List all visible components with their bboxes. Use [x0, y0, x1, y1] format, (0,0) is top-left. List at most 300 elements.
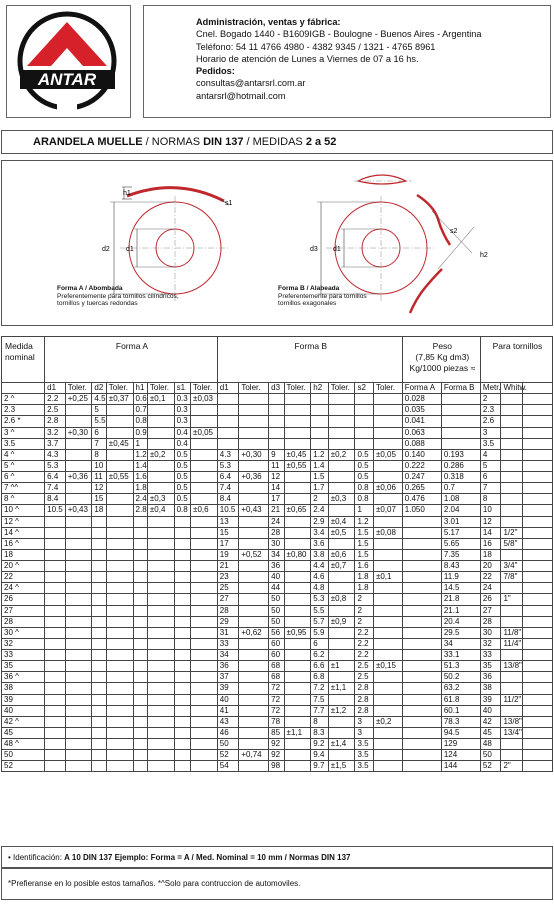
table-cell: [501, 583, 523, 594]
table-cell: [106, 494, 133, 505]
table-cell: 5.7: [311, 616, 328, 627]
table-cell: 5.17: [441, 527, 480, 538]
table-cell: 0.8: [355, 483, 373, 494]
table-cell: 12 ^: [2, 516, 45, 527]
table-cell-blank: [523, 661, 553, 672]
label-d2: d2: [102, 246, 110, 253]
table-cell: +0,30: [239, 449, 269, 460]
table-cell: [441, 405, 480, 416]
table-cell: [174, 705, 190, 716]
table-cell-blank: [523, 549, 553, 560]
table-cell: 5.3: [45, 460, 66, 471]
table-cell: ±0,37: [106, 394, 133, 405]
table-cell: [284, 483, 311, 494]
table-cell: [147, 460, 174, 471]
table-cell: 4.6: [311, 572, 328, 583]
table-cell: 15: [217, 527, 239, 538]
table-cell: 3/4": [501, 561, 523, 572]
table-cell: [133, 705, 147, 716]
table-cell: [45, 650, 66, 661]
table-cell: 17: [269, 494, 284, 505]
table-cell: 124: [441, 750, 480, 761]
table-cell: [147, 572, 174, 583]
table-cell: ±0,5: [328, 527, 355, 538]
table-cell: [65, 716, 92, 727]
subhead-cell: Toler.: [191, 383, 218, 394]
table-cell: [284, 605, 311, 616]
table-cell: 8: [92, 449, 106, 460]
table-cell: [92, 516, 106, 527]
caption-b-line2: tornillos exagonales: [278, 300, 337, 308]
antar-logo: [7, 6, 132, 119]
table-cell: 92: [269, 739, 284, 750]
table-cell: [106, 427, 133, 438]
subhead-cell: Toler.: [106, 383, 133, 394]
table-cell: [441, 427, 480, 438]
table-cell: [65, 750, 92, 761]
table-cell: 0.222: [402, 460, 441, 471]
table-cell: 63.2: [441, 683, 480, 694]
table-cell: 11/8": [501, 627, 523, 638]
table-cell: [147, 594, 174, 605]
contact-phone: Teléfono: 54 11 4766 4980 - 4382 9345 / 1321 - 4765 8961: [196, 41, 436, 52]
table-cell: [147, 672, 174, 683]
table-cell: [311, 416, 328, 427]
table-cell: [284, 638, 311, 649]
table-cell: [284, 672, 311, 683]
table-cell: 2: [355, 616, 373, 627]
table-row: [2, 416, 553, 427]
table-cell: 13: [217, 516, 239, 527]
table-cell: ±0,08: [373, 527, 402, 538]
table-cell: [402, 583, 441, 594]
table-cell: 1.2: [311, 449, 328, 460]
table-cell: ±0,55: [284, 460, 311, 471]
table-cell: [45, 638, 66, 649]
table-cell: [284, 527, 311, 538]
table-cell-blank: [523, 505, 553, 516]
table-row: [2, 739, 553, 750]
table-cell: [239, 605, 269, 616]
table-cell: 1.4: [311, 460, 328, 471]
table-cell: 8: [480, 494, 501, 505]
table-cell: [65, 705, 92, 716]
table-cell: 1.5: [355, 549, 373, 560]
email-2[interactable]: antarsrl@hotmail.com: [196, 90, 286, 101]
table-cell: 0.3: [174, 394, 190, 405]
table-cell: [45, 594, 66, 605]
table-cell: [402, 750, 441, 761]
head-medida: Medida nominal: [2, 337, 45, 383]
table-cell: [174, 761, 190, 772]
table-cell: +0,62: [239, 627, 269, 638]
table-cell: 61.8: [441, 694, 480, 705]
table-cell: [147, 616, 174, 627]
table-cell-blank: [523, 638, 553, 649]
table-cell: [501, 505, 523, 516]
table-cell: [106, 638, 133, 649]
table-cell: [328, 583, 355, 594]
table-row: [2, 750, 553, 761]
table-cell: [45, 516, 66, 527]
ident-example: A 10 DIN 137 Ejemplo: Forma = A / Med. Nominal = 10 mm / Normas DIN 137: [64, 853, 351, 862]
table-cell: 50: [269, 616, 284, 627]
table-cell: 1.2: [355, 516, 373, 527]
table-cell: 7.4: [217, 483, 239, 494]
table-cell: 4.8: [311, 583, 328, 594]
table-cell: [191, 716, 218, 727]
table-cell: 5.3: [311, 594, 328, 605]
table-cell: 0.5: [355, 449, 373, 460]
table-cell: 3.5: [2, 438, 45, 449]
table-cell: ±0,45: [106, 438, 133, 449]
table-cell: [65, 583, 92, 594]
table-cell: [239, 594, 269, 605]
table-row: [2, 472, 553, 483]
table-cell: 16: [480, 538, 501, 549]
table-cell: 0.5: [174, 472, 190, 483]
table-cell: 52: [217, 750, 239, 761]
table-cell: 0.3: [174, 405, 190, 416]
table-cell: [106, 627, 133, 638]
table-cell: 85: [269, 727, 284, 738]
table-cell: [92, 761, 106, 772]
identification-note: [1, 846, 553, 868]
table-cell: 43: [217, 716, 239, 727]
ident-prefix: • Identificación:: [8, 853, 65, 862]
table-cell: [441, 394, 480, 405]
table-cell: ±0,6: [191, 505, 218, 516]
table-cell: +0,25: [65, 394, 92, 405]
table-cell: 0.5: [174, 483, 190, 494]
table-cell: [441, 438, 480, 449]
table-cell: [147, 661, 174, 672]
table-cell: 28: [217, 605, 239, 616]
table-cell: ±0,3: [328, 494, 355, 505]
table-cell: [106, 505, 133, 516]
table-cell: [133, 750, 147, 761]
subhead-cell: d1: [45, 383, 66, 394]
table-cell: [239, 705, 269, 716]
table-cell: [501, 705, 523, 716]
table-cell: [284, 538, 311, 549]
table-cell: [501, 472, 523, 483]
email-1[interactable]: consultas@antarsrl.com.ar: [196, 78, 306, 89]
table-cell: [239, 494, 269, 505]
table-cell: [92, 739, 106, 750]
table-cell: [45, 672, 66, 683]
table-cell: 51.3: [441, 661, 480, 672]
table-cell: [269, 394, 284, 405]
table-cell: [373, 405, 402, 416]
table-cell: 34: [441, 638, 480, 649]
table-cell: [106, 561, 133, 572]
table-row: [2, 627, 553, 638]
table-cell: ±1,2: [328, 705, 355, 716]
table-cell: 30 ^: [2, 627, 45, 638]
table-cell: [106, 516, 133, 527]
subhead-cell: Toler.: [65, 383, 92, 394]
table-cell: [191, 449, 218, 460]
table-cell: [402, 561, 441, 572]
table-cell: [402, 527, 441, 538]
table-cell: 4.5: [92, 394, 106, 405]
table-cell: [328, 416, 355, 427]
table-cell: [373, 394, 402, 405]
table-cell: [284, 561, 311, 572]
table-cell: [284, 572, 311, 583]
table-cell: [133, 572, 147, 583]
table-cell: [174, 583, 190, 594]
table-cell: [402, 549, 441, 560]
table-row: [2, 449, 553, 460]
caption-a-title: Forma A / Abombada: [57, 285, 123, 292]
table-cell: [65, 661, 92, 672]
table-cell: 3 ^: [2, 427, 45, 438]
table-cell: ±0,03: [191, 394, 218, 405]
table-cell: 6.4: [217, 472, 239, 483]
table-cell-blank: [523, 472, 553, 483]
table-cell: [239, 394, 269, 405]
table-cell: [217, 394, 239, 405]
table-cell: [106, 449, 133, 460]
table-cell: [133, 605, 147, 616]
table-cell: +0,36: [65, 472, 92, 483]
table-cell: 50.2: [441, 672, 480, 683]
table-cell: [106, 750, 133, 761]
table-cell: 21.1: [441, 605, 480, 616]
subhead-cell: Toler.: [373, 383, 402, 394]
table-cell: [147, 605, 174, 616]
diagrams-panel: [1, 160, 553, 326]
caption-forma-b: [278, 285, 367, 308]
table-cell: 0.5: [355, 472, 373, 483]
table-cell: 50: [480, 750, 501, 761]
table-cell: [355, 416, 373, 427]
table-cell: [311, 394, 328, 405]
table-cell: 3: [480, 427, 501, 438]
label-h2: h2: [480, 252, 488, 259]
table-cell: [284, 405, 311, 416]
table-cell: 1.6: [355, 561, 373, 572]
table-cell: 2 ^: [2, 394, 45, 405]
table-cell: [217, 405, 239, 416]
table-cell: 3: [355, 727, 373, 738]
table-cell: 2.2: [355, 627, 373, 638]
table-cell: [328, 405, 355, 416]
table-cell: ±0,1: [373, 572, 402, 583]
table-cell: 5.5: [311, 605, 328, 616]
table-cell: 5: [92, 405, 106, 416]
table-cell: 7: [480, 483, 501, 494]
table-cell: [328, 538, 355, 549]
table-cell: [239, 694, 269, 705]
table-cell: [284, 739, 311, 750]
table-cell: [147, 683, 174, 694]
table-row: [2, 672, 553, 683]
contact-hours: Horario de atención de Lunes a Viernes de 07 a 16 hs.: [196, 53, 419, 64]
table-cell: 8.4: [45, 494, 66, 505]
table-cell: [402, 739, 441, 750]
table-cell: [501, 394, 523, 405]
table-cell: 5.9: [311, 627, 328, 638]
table-cell: 0.4: [174, 427, 190, 438]
table-cell: [191, 483, 218, 494]
table-cell: [147, 472, 174, 483]
table-cell: [92, 661, 106, 672]
table-cell: 0.8: [174, 505, 190, 516]
contact-address: Cnel. Bogado 1440 - B1609IGB - Boulogne - Buenos Aires - Argentina: [196, 29, 482, 40]
subhead-cell: Toler.: [147, 383, 174, 394]
table-cell: [174, 638, 190, 649]
table-cell: [147, 761, 174, 772]
table-cell: [45, 572, 66, 583]
table-cell: 2.8: [355, 683, 373, 694]
table-cell: 3.5: [480, 438, 501, 449]
table-cell: [191, 561, 218, 572]
table-cell: 1.2: [133, 449, 147, 460]
table-cell: ±0,55: [106, 472, 133, 483]
table-cell: [402, 705, 441, 716]
table-cell: [174, 527, 190, 538]
table-cell: [373, 761, 402, 772]
table-cell: [191, 672, 218, 683]
table-cell: [92, 694, 106, 705]
table-cell: [106, 572, 133, 583]
table-cell-blank: [523, 572, 553, 583]
table-cell: [328, 672, 355, 683]
table-cell: [106, 672, 133, 683]
table-cell: [45, 750, 66, 761]
table-cell: [106, 549, 133, 560]
table-cell: [311, 427, 328, 438]
table-cell: [373, 516, 402, 527]
table-cell: [402, 616, 441, 627]
table-cell: 33: [217, 638, 239, 649]
table-cell: [328, 460, 355, 471]
table-cell: 20.4: [441, 616, 480, 627]
table-cell: [191, 761, 218, 772]
table-cell: 33.1: [441, 650, 480, 661]
table-cell: 2: [355, 594, 373, 605]
table-cell: 1": [501, 594, 523, 605]
table-cell: 45: [2, 727, 45, 738]
table-cell: [65, 638, 92, 649]
table-row: [2, 427, 553, 438]
table-row: [2, 572, 553, 583]
table-cell: [373, 427, 402, 438]
table-cell-blank: [523, 416, 553, 427]
table-cell: 13/8": [501, 661, 523, 672]
table-cell: 27: [217, 594, 239, 605]
table-cell: [92, 561, 106, 572]
table-cell: 28: [2, 616, 45, 627]
table-cell: 2.2: [45, 394, 66, 405]
table-cell-blank: [523, 449, 553, 460]
table-cell: 56: [269, 627, 284, 638]
table-cell: 10 ^: [2, 505, 45, 516]
table-cell: [284, 516, 311, 527]
table-cell: [191, 638, 218, 649]
table-cell-blank: [523, 683, 553, 694]
subhead-cell: h2: [311, 383, 328, 394]
table-cell: 9: [269, 449, 284, 460]
table-row: [2, 661, 553, 672]
table-cell: [65, 739, 92, 750]
table-cell: [355, 394, 373, 405]
table-cell: 3: [355, 716, 373, 727]
table-cell: 0.9: [133, 427, 147, 438]
table-cell: 13/8": [501, 716, 523, 727]
table-cell: [45, 761, 66, 772]
table-cell: [147, 650, 174, 661]
table-cell: [45, 716, 66, 727]
table-cell-blank: [523, 761, 553, 772]
table-cell: [147, 483, 174, 494]
table-cell: [402, 650, 441, 661]
table-cell: [65, 561, 92, 572]
table-cell: 2.4: [311, 505, 328, 516]
table-cell: [147, 638, 174, 649]
table-cell: [133, 583, 147, 594]
table-cell: [45, 727, 66, 738]
table-cell: [45, 694, 66, 705]
table-cell: ±1,4: [328, 739, 355, 750]
subhead-cell: Forma B: [441, 383, 480, 394]
table-row: [2, 527, 553, 538]
table-cell: [239, 416, 269, 427]
table-cell: [133, 661, 147, 672]
table-cell: 144: [441, 761, 480, 772]
table-cell: 33: [480, 650, 501, 661]
table-cell: 6 ^: [2, 472, 45, 483]
table-cell: [239, 638, 269, 649]
table-cell: 14: [269, 483, 284, 494]
table-cell: [191, 494, 218, 505]
table-cell: [65, 527, 92, 538]
table-cell: ±0,65: [284, 505, 311, 516]
table-row: [2, 716, 553, 727]
table-cell: [174, 516, 190, 527]
table-cell: [239, 483, 269, 494]
table-cell: 5: [480, 460, 501, 471]
table-cell: [65, 572, 92, 583]
table-row: [2, 460, 553, 471]
table-cell: [402, 627, 441, 638]
table-cell: 52: [480, 761, 501, 772]
table-cell: [106, 683, 133, 694]
table-cell: [501, 605, 523, 616]
table-cell: [284, 705, 311, 716]
table-cell: [191, 727, 218, 738]
table-cell: 27: [480, 605, 501, 616]
table-cell: 9.2: [311, 739, 328, 750]
table-cell: [328, 394, 355, 405]
table-cell: 0.7: [133, 405, 147, 416]
table-cell: [174, 672, 190, 683]
table-cell-blank: [523, 739, 553, 750]
footnote-text: *Prefieranse en lo posible estos tamaños. *^Solo para contruccion de automoviles.: [8, 879, 301, 888]
table-cell: [239, 672, 269, 683]
table-cell: 0.4: [174, 438, 190, 449]
table-cell: 2.9: [311, 516, 328, 527]
table-cell: [501, 460, 523, 471]
table-cell: [239, 460, 269, 471]
table-cell: [402, 727, 441, 738]
table-cell: 7.7: [311, 705, 328, 716]
table-cell: [147, 716, 174, 727]
table-cell: [239, 683, 269, 694]
